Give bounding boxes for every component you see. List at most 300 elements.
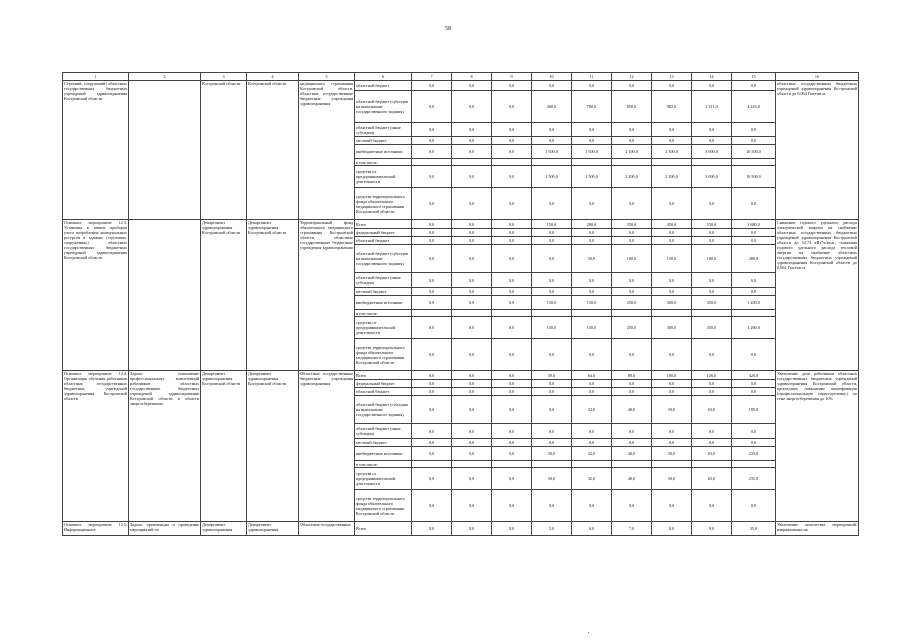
funding-value: 0,0 [452,522,492,536]
funding-value: 0,0 [492,237,532,245]
funding-source: областной бюджет [355,237,412,245]
funding-value: 32,0 [572,396,612,424]
funding-value: 0,0 [572,439,612,447]
funding-value [612,461,652,468]
funding-source: местный бюджет [355,288,412,296]
column-number: 1 [63,73,129,81]
executor-cell: Департамент здравоохранения Костромской области [201,220,247,371]
funding-value: 0,0 [412,388,452,396]
funding-value: 0,0 [412,522,452,536]
participant-cell: Костромской области [247,81,299,220]
funding-value: 0,0 [572,339,612,371]
funding-value [732,461,776,468]
funding-value: 0,0 [452,296,492,310]
funding-value: 0,0 [532,396,572,424]
column-number: 2 [129,73,201,81]
funding-value: 150,0 [532,317,572,339]
page-number: 58 [445,26,451,32]
funding-value: 300,0 [652,296,692,310]
funding-value: 0,0 [572,229,612,237]
funding-value: 0,0 [492,388,532,396]
column-number: 12 [612,73,652,81]
funding-value: 0,0 [652,388,692,396]
funding-value: 0,0 [492,273,532,288]
funding-value [732,310,776,317]
funding-value: 0,0 [572,380,612,388]
funding-value [652,461,692,468]
funding-value: 185,0 [732,396,776,424]
funding-value: 0,0 [452,339,492,371]
funding-value: 0,0 [572,388,612,396]
funding-value: 3 000,0 [692,166,732,188]
column-number: 3 [201,73,247,81]
funding-value: 180,0 [692,245,732,273]
funding-source: в том числе: [355,461,412,468]
funding-value: 50,0 [652,468,692,490]
funding-value: 150,0 [652,245,692,273]
funding-source: федеральный бюджет [355,229,412,237]
funding-value: 0,0 [452,447,492,461]
funding-value: 0,0 [612,137,652,145]
activity-cell: Основное мероприятие 12.3. Установка в замене приборов учета потребления коммунальных ресурсов в зданиях (строениях, сооружениях) областных государственных бюджетных учреждений здравоохранения Костромской области [63,220,129,371]
funding-value: 8,0 [652,522,692,536]
funding-source: федеральный бюджет [355,380,412,388]
executor-cell: Департамент здравоохранения [201,522,247,536]
funding-value: 2 300,0 [652,166,692,188]
funding-value: 0,0 [452,123,492,137]
funding-value: 0,0 [492,371,532,380]
funding-value: 0,0 [492,490,532,522]
funding-value: 0,0 [652,380,692,388]
funding-value: 5,0 [532,522,572,536]
funding-value: 0,0 [412,188,452,220]
funding-value: 0,0 [732,380,776,388]
funding-value [612,310,652,317]
funding-value: 700,0 [572,91,612,123]
funding-value: 0,0 [732,188,776,220]
funding-value: 400,0 [532,91,572,123]
funding-value: 0,0 [412,371,452,380]
funding-value: 0,0 [412,145,452,159]
funding-value: 50,0 [572,245,612,273]
funding-value: 0,0 [452,137,492,145]
funding-value: 0,0 [412,229,452,237]
funding-value: 0,0 [452,388,492,396]
funding-value: 1 200,0 [732,296,776,310]
funding-value: 0,0 [732,273,776,288]
activity-cell: Строений, сооружений) областных государственных бюджетных учреждений здравоохранения Костромской области [63,81,129,220]
funding-value: 0,0 [732,81,776,91]
column-number: 14 [692,73,732,81]
funding-value: 480,0 [732,245,776,273]
funding-value: 0,0 [532,380,572,388]
funding-value: 0,0 [492,296,532,310]
funding-value: 0,0 [612,123,652,137]
funding-value [452,310,492,317]
funding-source: Всего [355,220,412,229]
funding-value: 10 500,0 [732,145,776,159]
funding-value [692,159,732,166]
funding-value: 0,0 [652,123,692,137]
funding-value: 0,0 [612,424,652,439]
funding-value: 0,0 [572,490,612,522]
funding-value: 350,0 [692,296,732,310]
funding-value: 0,0 [452,380,492,388]
funding-source: областной бюджет [355,81,412,91]
funding-source: внебюджетные источники [355,447,412,461]
funding-value: 0,0 [492,439,532,447]
funding-value: 0,0 [572,137,612,145]
funding-value: 50,0 [652,447,692,461]
funding-value: 0,0 [492,396,532,424]
funding-value: 0,0 [532,123,572,137]
funding-source: средства территориального фонда обязательного медицинского страхования Костромской области [355,188,412,220]
funding-value: 100,0 [612,245,652,273]
funding-value: 0,0 [572,424,612,439]
expected-result-cell: Снижение годового удельного расхода электрической энергии на снабжение областных государственных бюджетных учреждений здравоохранения Костромской области до 52,74 кВт*ч/кв.м., снижения годового удельного расхода тепловой энергии на снабжение областных государственных бюджетных учреждений здравоохранения Костромской области до 0,064 Гкал/кв.м. [776,220,859,371]
funding-value: 1 311,0 [692,91,732,123]
funding-value: 200,0 [572,220,612,229]
funding-value: 0,0 [532,388,572,396]
funding-value: 0,0 [652,237,692,245]
funding-value: 235,0 [732,447,776,461]
funding-value: 0,0 [532,245,572,273]
funding-value: 0,0 [452,317,492,339]
funding-value [412,159,452,166]
funding-value: 0,0 [452,288,492,296]
funding-value: 0,0 [732,237,776,245]
funding-value: 32,0 [572,468,612,490]
funding-value: 6,0 [572,522,612,536]
funding-value: 0,0 [492,81,532,91]
funding-value: 3 000,0 [692,145,732,159]
funding-value: 0,0 [492,468,532,490]
funding-value: 150,0 [572,296,612,310]
funding-value [492,159,532,166]
funding-value: 0,0 [572,288,612,296]
funding-value [732,159,776,166]
funding-value: 0,0 [692,273,732,288]
column-number: 4 [247,73,299,81]
funding-value: 0,0 [612,237,652,245]
funding-value: 40,0 [612,396,652,424]
funding-value: 0,0 [412,447,452,461]
funding-value: 0,0 [732,123,776,137]
funding-value [532,310,572,317]
funding-value: 150,0 [572,317,612,339]
scan-mark: • [588,630,590,635]
funding-value: 0,0 [412,220,452,229]
funding-value: 0,0 [572,237,612,245]
funding-value: 4 243,0 [732,91,776,123]
funding-value: 0,0 [612,380,652,388]
funding-value [652,159,692,166]
funding-value: 0,0 [492,229,532,237]
customer-cell: Областные государственные [299,522,355,536]
funding-value: 0,0 [732,490,776,522]
funding-value: 1 500,0 [532,166,572,188]
funding-value: 0,0 [732,388,776,396]
funding-value: 0,0 [452,468,492,490]
funding-value: 0,0 [692,188,732,220]
funding-value: 0,0 [452,371,492,380]
funding-value: 0,0 [652,188,692,220]
funding-value: 0,0 [532,339,572,371]
funding-value: 0,0 [692,339,732,371]
funding-value: 0,0 [452,81,492,91]
funding-value: 0,0 [652,137,692,145]
funding-value: 32,0 [572,447,612,461]
funding-source: Всего [355,371,412,380]
funding-value [612,159,652,166]
funding-value: 0,0 [572,123,612,137]
funding-value: 530,0 [692,220,732,229]
funding-value: 0,0 [492,220,532,229]
column-number: 7 [412,73,452,81]
funding-value: 0,0 [452,396,492,424]
funding-value: 0,0 [452,439,492,447]
funding-value [492,310,532,317]
funding-source: средства от предпринимательской деятельности [355,317,412,339]
program-table [62,72,859,536]
funding-value: 420,0 [732,371,776,380]
funding-value [572,461,612,468]
funding-value: 0,0 [532,237,572,245]
funding-value: 0,0 [452,188,492,220]
funding-value: 1 200,0 [732,317,776,339]
funding-value: 0,0 [412,273,452,288]
funding-value: 0,0 [452,220,492,229]
funding-source: средства территориального фонда обязательного медицинского страхования Костромской области [355,339,412,371]
funding-value [532,159,572,166]
funding-value: 0,0 [652,81,692,91]
funding-source: средства от предпринимательской деятельности [355,166,412,188]
funding-value: 0,0 [572,81,612,91]
funding-value: 0,0 [572,188,612,220]
funding-value: 63,0 [692,396,732,424]
funding-value: 0,0 [492,137,532,145]
funding-source: областной бюджет (иные субсидии) [355,123,412,137]
table-row [63,371,859,380]
funding-value: 0,0 [412,296,452,310]
funding-value: 450,0 [652,220,692,229]
funding-value: 350,0 [612,220,652,229]
funding-value: 2 100,0 [612,145,652,159]
funding-source: внебюджетные источники [355,145,412,159]
funding-value: 0,0 [532,288,572,296]
task-cell [129,220,201,371]
funding-value: 0,0 [732,339,776,371]
funding-value: 0,0 [492,166,532,188]
funding-value: 0,0 [412,424,452,439]
funding-value: 10 500,0 [732,166,776,188]
funding-value: 0,0 [412,380,452,388]
funding-value: 0,0 [732,439,776,447]
funding-value: 0,0 [692,380,732,388]
funding-value: 850,0 [612,91,652,123]
funding-value: 0,0 [692,388,732,396]
column-number: 6 [355,73,412,81]
funding-value: 0,0 [692,424,732,439]
funding-value: 0,0 [452,237,492,245]
funding-value: 150,0 [532,220,572,229]
funding-value [532,461,572,468]
funding-value: 0,0 [412,396,452,424]
funding-value: 40,0 [612,447,652,461]
funding-value: 0,0 [532,81,572,91]
activity-cell: Основное мероприятие 12.4. Организация обучения работников областных государственных бюджетных учреждений здравоохранения Костромской области [63,371,129,522]
funding-value: 0,0 [452,424,492,439]
funding-value: 0,0 [412,490,452,522]
funding-value: 0,0 [612,229,652,237]
funding-value: 0,0 [412,468,452,490]
funding-source: областной бюджет (субсидия на выполнение государственного задания) [355,396,412,424]
funding-source: областной бюджет (субсидия на выполнение государственного задания) [355,245,412,273]
funding-value: 50,0 [532,371,572,380]
funding-value: 7,0 [612,522,652,536]
funding-value: 0,0 [532,439,572,447]
funding-value: 0,0 [532,229,572,237]
funding-source: средства от предпринимательской деятельности [355,468,412,490]
funding-value: 0,0 [492,380,532,388]
funding-value: 0,0 [412,166,452,188]
expected-result-cell: областных государственных бюджетных учреждений здравоохранения Костромской области до 0,064 Гкал/кв.м. [776,81,859,220]
funding-value: 2 300,0 [652,145,692,159]
funding-value: 0,0 [652,288,692,296]
funding-value: 0,0 [692,229,732,237]
funding-value: 35,0 [732,522,776,536]
funding-value: 0,0 [452,490,492,522]
funding-value: 0,0 [532,273,572,288]
funding-value [452,461,492,468]
column-number: 5 [299,73,355,81]
funding-value: 0,0 [692,123,732,137]
funding-value: 0,0 [492,91,532,123]
expected-result-cell: Увеличение доли работников областных государственных бюджетных учреждений здравоохранения Костромской области, прошедших повышение квалификации (профессиональную переподготовку) по теме энергосбережения до 10% [776,371,859,522]
funding-value: 0,0 [612,81,652,91]
funding-value: 0,0 [452,145,492,159]
funding-value: 40,0 [612,468,652,490]
funding-source: местный бюджет [355,439,412,447]
funding-value: 0,0 [492,245,532,273]
funding-value: 0,0 [532,490,572,522]
funding-value: 0,0 [452,91,492,123]
funding-value: 0,0 [612,490,652,522]
funding-value: 0,0 [692,288,732,296]
table-row [63,220,859,229]
funding-value: 300,0 [652,317,692,339]
funding-source: областной бюджет (иные субсидии) [355,424,412,439]
executor-cell: Костромской области [201,81,247,220]
table-row [63,522,859,536]
funding-source: в том числе: [355,310,412,317]
column-number-row [63,73,859,81]
funding-value: 0,0 [612,339,652,371]
column-number: 10 [532,73,572,81]
funding-value: 64,0 [572,371,612,380]
funding-source: в том числе: [355,159,412,166]
funding-value: 2 200,0 [612,166,652,188]
funding-value [572,159,612,166]
column-number: 16 [776,73,859,81]
funding-value: 50,0 [532,447,572,461]
funding-value: 0,0 [732,288,776,296]
funding-value: 1 680,0 [732,220,776,229]
funding-source: местный бюджет [355,137,412,145]
funding-value: 0,0 [452,229,492,237]
funding-value: 1 500,0 [532,145,572,159]
funding-value: 250,0 [612,296,652,310]
funding-value: 0,0 [492,447,532,461]
funding-value: 0,0 [732,137,776,145]
funding-value [412,461,452,468]
funding-value: 235,0 [732,468,776,490]
funding-source: областной бюджет (субсидия на выполнение государственного задания) [355,91,412,123]
funding-value: 0,0 [732,424,776,439]
task-cell [129,81,201,220]
funding-value: 0,0 [412,439,452,447]
column-number: 8 [452,73,492,81]
funding-value: 0,0 [652,229,692,237]
funding-value: 80,0 [612,371,652,380]
funding-value: 0,0 [532,188,572,220]
task-cell: Задача: организация и проведение мероприятий по [129,522,201,536]
funding-value [412,310,452,317]
customer-cell: Областные государственные бюджетные учреждения здравоохранения [299,371,355,522]
funding-value [692,461,732,468]
funding-value [572,310,612,317]
funding-value: 0,0 [412,245,452,273]
customer-cell: Территориальный фонд обязательного медицинского страхования Костромской области, областные государственные бюджетные учреждения здравоохранения [299,220,355,371]
funding-value: 0,0 [652,273,692,288]
funding-value: 0,0 [492,145,532,159]
funding-source: областной бюджет [355,388,412,396]
executor-cell: Департамент здравоохранения Костромской области [201,371,247,522]
funding-value: 50,0 [652,396,692,424]
funding-value: 0,0 [652,339,692,371]
funding-value: 0,0 [692,237,732,245]
funding-value: 0,0 [692,490,732,522]
funding-value: 0,0 [612,188,652,220]
funding-value: 0,0 [652,490,692,522]
funding-value: 0,0 [532,137,572,145]
funding-value [692,310,732,317]
funding-value: 0,0 [692,137,732,145]
funding-value: 0,0 [612,388,652,396]
funding-value: 0,0 [652,439,692,447]
funding-value: 0,0 [412,288,452,296]
participant-cell: Департамент здравоохранения [247,522,299,536]
funding-value: 0,0 [412,237,452,245]
funding-value: 0,0 [492,188,532,220]
funding-value: 0,0 [692,81,732,91]
funding-value: 0,0 [452,166,492,188]
funding-value: 0,0 [692,439,732,447]
funding-value: 150,0 [532,296,572,310]
funding-value: 0,0 [652,424,692,439]
funding-value [492,461,532,468]
funding-value: 0,0 [412,317,452,339]
funding-value: 0,0 [532,424,572,439]
funding-value: 1 500,0 [572,166,612,188]
funding-value: 1 500,0 [572,145,612,159]
funding-value: 100,0 [652,371,692,380]
funding-value: 0,0 [492,288,532,296]
funding-value: 0,0 [452,245,492,273]
funding-value: 982,0 [652,91,692,123]
funding-value: 0,0 [452,273,492,288]
funding-value: 63,0 [692,468,732,490]
